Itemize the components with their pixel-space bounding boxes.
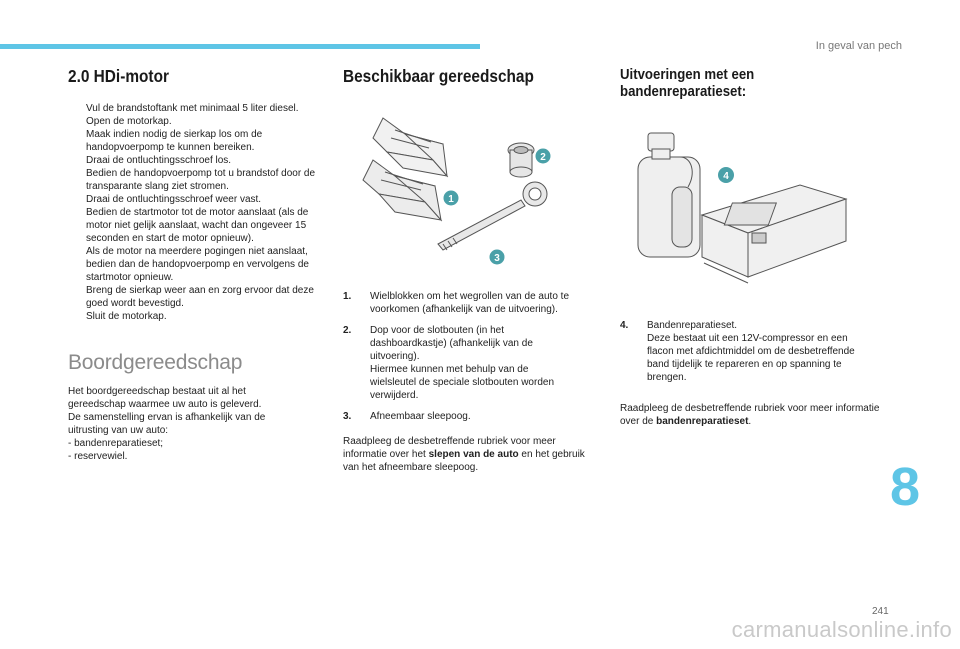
hdi-title: 2.0 HDi-motor bbox=[68, 66, 169, 86]
compressor-icon bbox=[702, 185, 846, 283]
towing-link-text: slepen van de auto bbox=[428, 449, 519, 461]
item-number: 4. bbox=[620, 319, 629, 331]
step-item: Sluit de motorkap. bbox=[86, 311, 167, 323]
towing-note: Raadpleeg de desbetreffende rubriek voor meer informatie over het slepen van de auto en het gebruik van het afneembare sleepoog. bbox=[343, 436, 585, 474]
text-line: gereedschap waarmee uw auto is geleverd. bbox=[68, 399, 262, 411]
column-repair-kit bbox=[620, 66, 882, 428]
callout-2 bbox=[536, 149, 551, 164]
item-number: 1. bbox=[343, 291, 352, 303]
chapter-number: 8 bbox=[890, 457, 921, 517]
step-item: Als de motor na meerdere pogingen niet aanslaat, bedien dan de handopvoerpomp en vervolgens de startmotor opnieuw. bbox=[86, 246, 309, 284]
text-line: Deze bestaat uit een 12V-compressor en een bbox=[647, 332, 848, 344]
svg-text:4: 4 bbox=[723, 170, 729, 182]
step-item: Vul de brandstoftank met minimaal 5 liter diesel. bbox=[86, 103, 299, 115]
svg-text:3: 3 bbox=[494, 253, 500, 265]
text-line: uitrusting van uw auto: bbox=[68, 425, 169, 437]
onboard-tools-text bbox=[68, 385, 330, 463]
tools-drawing bbox=[343, 116, 601, 276]
repair-kit-list bbox=[620, 319, 882, 384]
sealant-bottle-icon bbox=[638, 133, 700, 257]
text-line: uitvoering). bbox=[370, 351, 420, 363]
column-hdi-engine bbox=[68, 66, 330, 463]
list-item: - bandenreparatieset; bbox=[68, 438, 164, 450]
column-available-tools bbox=[343, 66, 601, 474]
text-line: brengen. bbox=[647, 371, 687, 383]
bolt-cap-icon bbox=[508, 143, 534, 177]
header-accent-bar bbox=[0, 44, 480, 49]
text-line: voorkomen (afhankelijk van de uitvoering). bbox=[370, 304, 558, 316]
onboard-tools-title: Boordgereedschap bbox=[68, 351, 243, 375]
repair-kit-title: Uitvoeringen met een bandenreparatieset: bbox=[620, 66, 755, 101]
repair-kit-drawing bbox=[620, 127, 882, 297]
list-item bbox=[343, 324, 601, 402]
repair-kit-note: Raadpleeg de desbetreffende rubriek voor meer informatie over de bandenreparatieset. bbox=[620, 402, 880, 427]
step-item: Open de motorkap. bbox=[86, 116, 172, 128]
tools-list bbox=[68, 437, 330, 463]
text-line: wielsleutel de speciale slotbouten worden bbox=[370, 377, 555, 389]
tools-list bbox=[343, 290, 601, 423]
list-item: - reservewiel. bbox=[68, 451, 128, 463]
list-item bbox=[343, 410, 601, 423]
step-item: Draai de ontluchtingsschroef weer vast. bbox=[86, 194, 262, 206]
step-item: Maak indien nodig de sierkap los om de handopvoerpomp te kunnen bereiken. bbox=[86, 129, 263, 154]
list-item bbox=[620, 319, 882, 384]
callout-1 bbox=[444, 191, 459, 206]
text-line: Hiermee kunnen met behulp van de bbox=[370, 364, 529, 376]
svg-text:1: 1 bbox=[448, 194, 454, 206]
tools-illustration bbox=[343, 116, 601, 276]
svg-text:2: 2 bbox=[540, 152, 546, 164]
text-line: Afneembaar sleepoog. bbox=[370, 411, 471, 423]
wheel-chock-icon bbox=[373, 118, 447, 176]
hdi-steps bbox=[68, 102, 330, 323]
step-item: Breng de sierkap weer aan en zorg ervoor dat deze goed wordt bevestigd. bbox=[86, 285, 314, 310]
callout-3 bbox=[490, 250, 505, 265]
text-line: De samenstelling ervan is afhankelijk van de bbox=[68, 412, 266, 424]
watermark: carmanualsonline.info bbox=[731, 617, 952, 642]
text-line: Het boordgereedschap bestaat uit al het bbox=[68, 386, 246, 398]
step-item: Bedien de startmotor tot de motor aanslaat (als de motor niet gelijk aanslaat, wacht dan ongeveer 15 seconden en start de motor opnieuw). bbox=[86, 207, 309, 245]
item-number: 2. bbox=[343, 325, 352, 337]
section-header: In geval van pech bbox=[815, 40, 902, 52]
step-item: Draai de ontluchtingsschroef los. bbox=[86, 155, 232, 167]
item-number: 3. bbox=[343, 411, 352, 423]
tools-title: Beschikbaar gereedschap bbox=[343, 66, 534, 86]
page-number: 241 bbox=[872, 606, 889, 617]
callout-4 bbox=[718, 167, 734, 183]
list-item bbox=[343, 290, 601, 316]
text-line: Wielblokken om het wegrollen van de auto te bbox=[370, 291, 570, 303]
text-line: Bandenreparatieset. bbox=[647, 319, 738, 331]
step-item: Bedien de handopvoerpomp tot u brandstof door de transparante slang ziet stromen. bbox=[86, 168, 316, 193]
text-line: Dop voor de slotbouten (in het bbox=[370, 325, 504, 337]
text-line: verwijderd. bbox=[370, 390, 419, 402]
repair-kit-illustration bbox=[620, 127, 882, 297]
text-line: dashboardkastje) (afhankelijk van de bbox=[370, 338, 533, 350]
repair-kit-link-text: bandenreparatieset bbox=[656, 415, 749, 427]
text-line: flacon met afdichtmiddel om de desbetreffende bbox=[647, 345, 855, 357]
text-line: band tijdelijk te repareren en op spanning te bbox=[647, 358, 842, 370]
